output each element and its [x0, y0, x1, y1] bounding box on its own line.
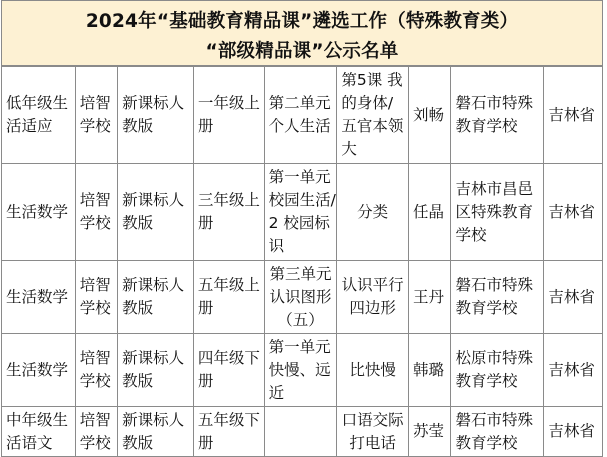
school-type-cell: 培智学校 — [75, 164, 117, 261]
lesson-cell: 第5课 我的身体/五官本领大 — [337, 67, 409, 164]
institution-cell: 磐石市特殊教育学校 — [451, 407, 544, 457]
title-banner — [1, 0, 603, 66]
province-cell: 吉林省 — [544, 164, 603, 261]
lesson-cell: 认识平行四边形 — [337, 261, 409, 334]
table-row — [2, 67, 603, 164]
teacher-cell: 苏莹 — [409, 407, 451, 457]
province-cell: 吉林省 — [544, 67, 603, 164]
table-row — [2, 261, 603, 334]
table-row — [2, 334, 603, 407]
school-type-cell: 培智学校 — [75, 67, 117, 164]
subject-cell: 生活数学 — [2, 261, 76, 334]
document-page — [1, 0, 605, 452]
province-cell: 吉林省 — [544, 261, 603, 334]
teacher-cell: 刘畅 — [409, 67, 451, 164]
teacher-cell: 王丹 — [409, 261, 451, 334]
institution-cell: 磐石市特殊教育学校 — [451, 67, 544, 164]
page-title: 2024年“基础教育精品课”遴选工作（特殊教育类） — [85, 11, 519, 32]
page-subtitle: “部级精品课”公示名单 — [205, 41, 399, 62]
grade-cell: 三年级上册 — [193, 164, 264, 261]
province-cell: 吉林省 — [544, 334, 603, 407]
teacher-cell: 任晶 — [409, 164, 451, 261]
table-row — [2, 407, 603, 457]
unit-cell — [264, 407, 337, 457]
teacher-cell: 韩璐 — [409, 334, 451, 407]
institution-cell: 磐石市特殊教育学校 — [451, 261, 544, 334]
grade-cell: 五年级上册 — [193, 261, 264, 334]
unit-cell: 第一单元快慢、远近 — [264, 334, 337, 407]
edition-cell: 新课标人教版 — [118, 407, 194, 457]
province-cell: 吉林省 — [544, 407, 603, 457]
subject-cell: 中年级生活语文 — [2, 407, 76, 457]
grade-cell: 一年级上册 — [193, 67, 264, 164]
subject-cell: 生活数学 — [2, 334, 76, 407]
institution-cell: 松原市特殊教育学校 — [451, 334, 544, 407]
school-type-cell: 培智学校 — [75, 334, 117, 407]
lesson-cell: 口语交际打电话 — [337, 407, 409, 457]
course-list-table — [1, 66, 603, 457]
lesson-cell: 比快慢 — [337, 334, 409, 407]
subject-cell: 生活数学 — [2, 164, 76, 261]
unit-cell: 第二单元个人生活 — [264, 67, 337, 164]
grade-cell: 四年级下册 — [193, 334, 264, 407]
school-type-cell: 培智学校 — [75, 407, 117, 457]
grade-cell: 五年级下册 — [193, 407, 264, 457]
lesson-cell: 分类 — [337, 164, 409, 261]
unit-cell: 第一单元校园生活/2 校园标识 — [264, 164, 337, 261]
edition-cell: 新课标人教版 — [118, 164, 194, 261]
school-type-cell: 培智学校 — [75, 261, 117, 334]
subject-cell: 低年级生活适应 — [2, 67, 76, 164]
edition-cell: 新课标人教版 — [118, 67, 194, 164]
unit-cell: 第三单元认识图形（五） — [264, 261, 337, 334]
institution-cell: 吉林市昌邑区特殊教育学校 — [451, 164, 544, 261]
table-row — [2, 164, 603, 261]
edition-cell: 新课标人教版 — [118, 334, 194, 407]
edition-cell: 新课标人教版 — [118, 261, 194, 334]
